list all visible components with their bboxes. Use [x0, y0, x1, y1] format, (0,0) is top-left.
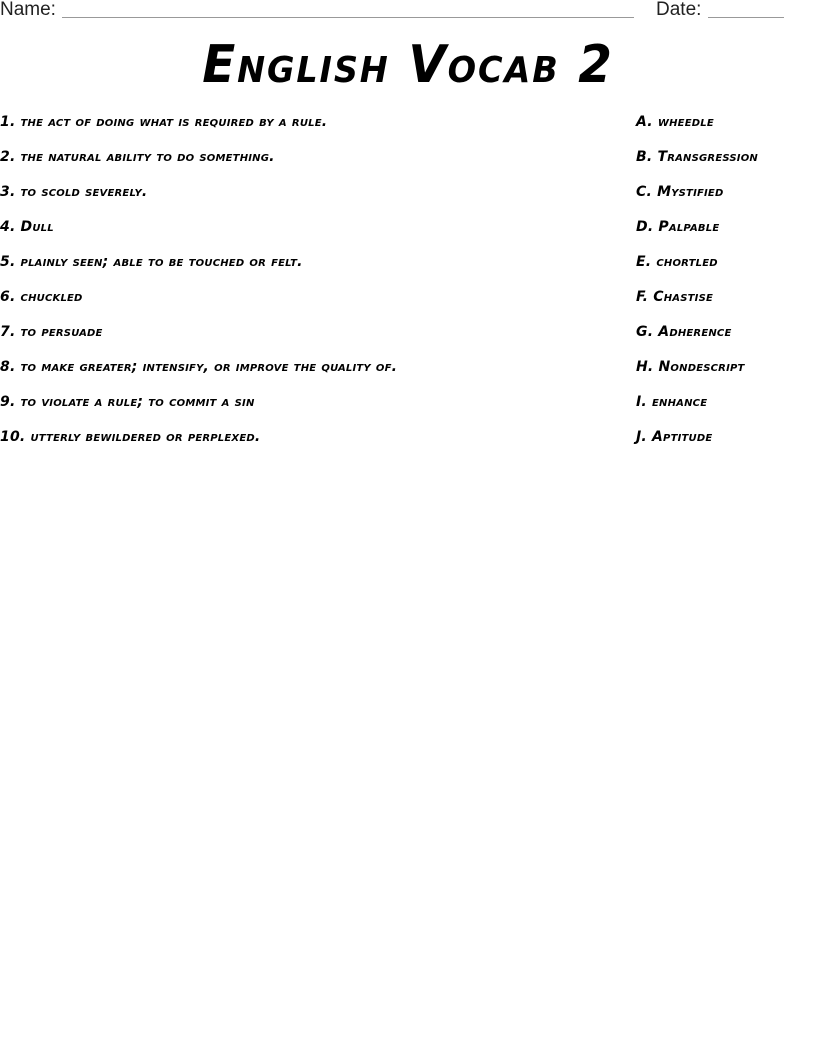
clue-text: 4. Dull: [0, 219, 54, 235]
matching-row: [0, 287, 816, 322]
matching-row: [0, 427, 816, 462]
name-label: Name:: [0, 0, 56, 20]
clue-text: 5. plainly seen; able to be touched or felt.: [0, 254, 303, 270]
clue-text: 10. utterly bewildered or perplexed.: [0, 429, 261, 445]
answer-option: H. Nondescript: [636, 359, 745, 375]
matching-list: [0, 112, 816, 462]
matching-row: [0, 252, 816, 287]
answer-option: A. wheedle: [636, 114, 714, 130]
clue-text: 9. to violate a rule; to commit a sin: [0, 394, 255, 410]
answer-option: D. Palpable: [636, 219, 720, 235]
clue-text: 3. to scold severely.: [0, 184, 148, 200]
answer-option: I. enhance: [636, 394, 708, 410]
date-blank-line: [708, 17, 784, 18]
matching-row: [0, 357, 816, 392]
date-label: Date:: [656, 0, 702, 20]
answer-option: J. Aptitude: [636, 429, 713, 445]
answer-option: B. Transgression: [636, 149, 759, 165]
matching-row: [0, 112, 816, 147]
matching-row: [0, 217, 816, 252]
name-blank-line: [62, 17, 634, 18]
clue-text: 8. to make greater; intensify, or improve the quality of.: [0, 359, 398, 375]
answer-option: C. Mystified: [636, 184, 724, 200]
answer-option: F. Chastise: [636, 289, 714, 305]
answer-option: G. Adherence: [636, 324, 732, 340]
clue-text: 1. the act of doing what is required by a rule.: [0, 114, 328, 130]
matching-row: [0, 182, 816, 217]
matching-row: [0, 322, 816, 357]
worksheet-title: English Vocab 2: [202, 35, 614, 95]
worksheet-header: [0, 0, 816, 24]
matching-row: [0, 147, 816, 182]
answer-option: E. chortled: [636, 254, 718, 270]
clue-text: 7. to persuade: [0, 324, 103, 340]
matching-row: [0, 392, 816, 427]
clue-text: 2. the natural ability to do something.: [0, 149, 275, 165]
clue-text: 6. chuckled: [0, 289, 83, 305]
